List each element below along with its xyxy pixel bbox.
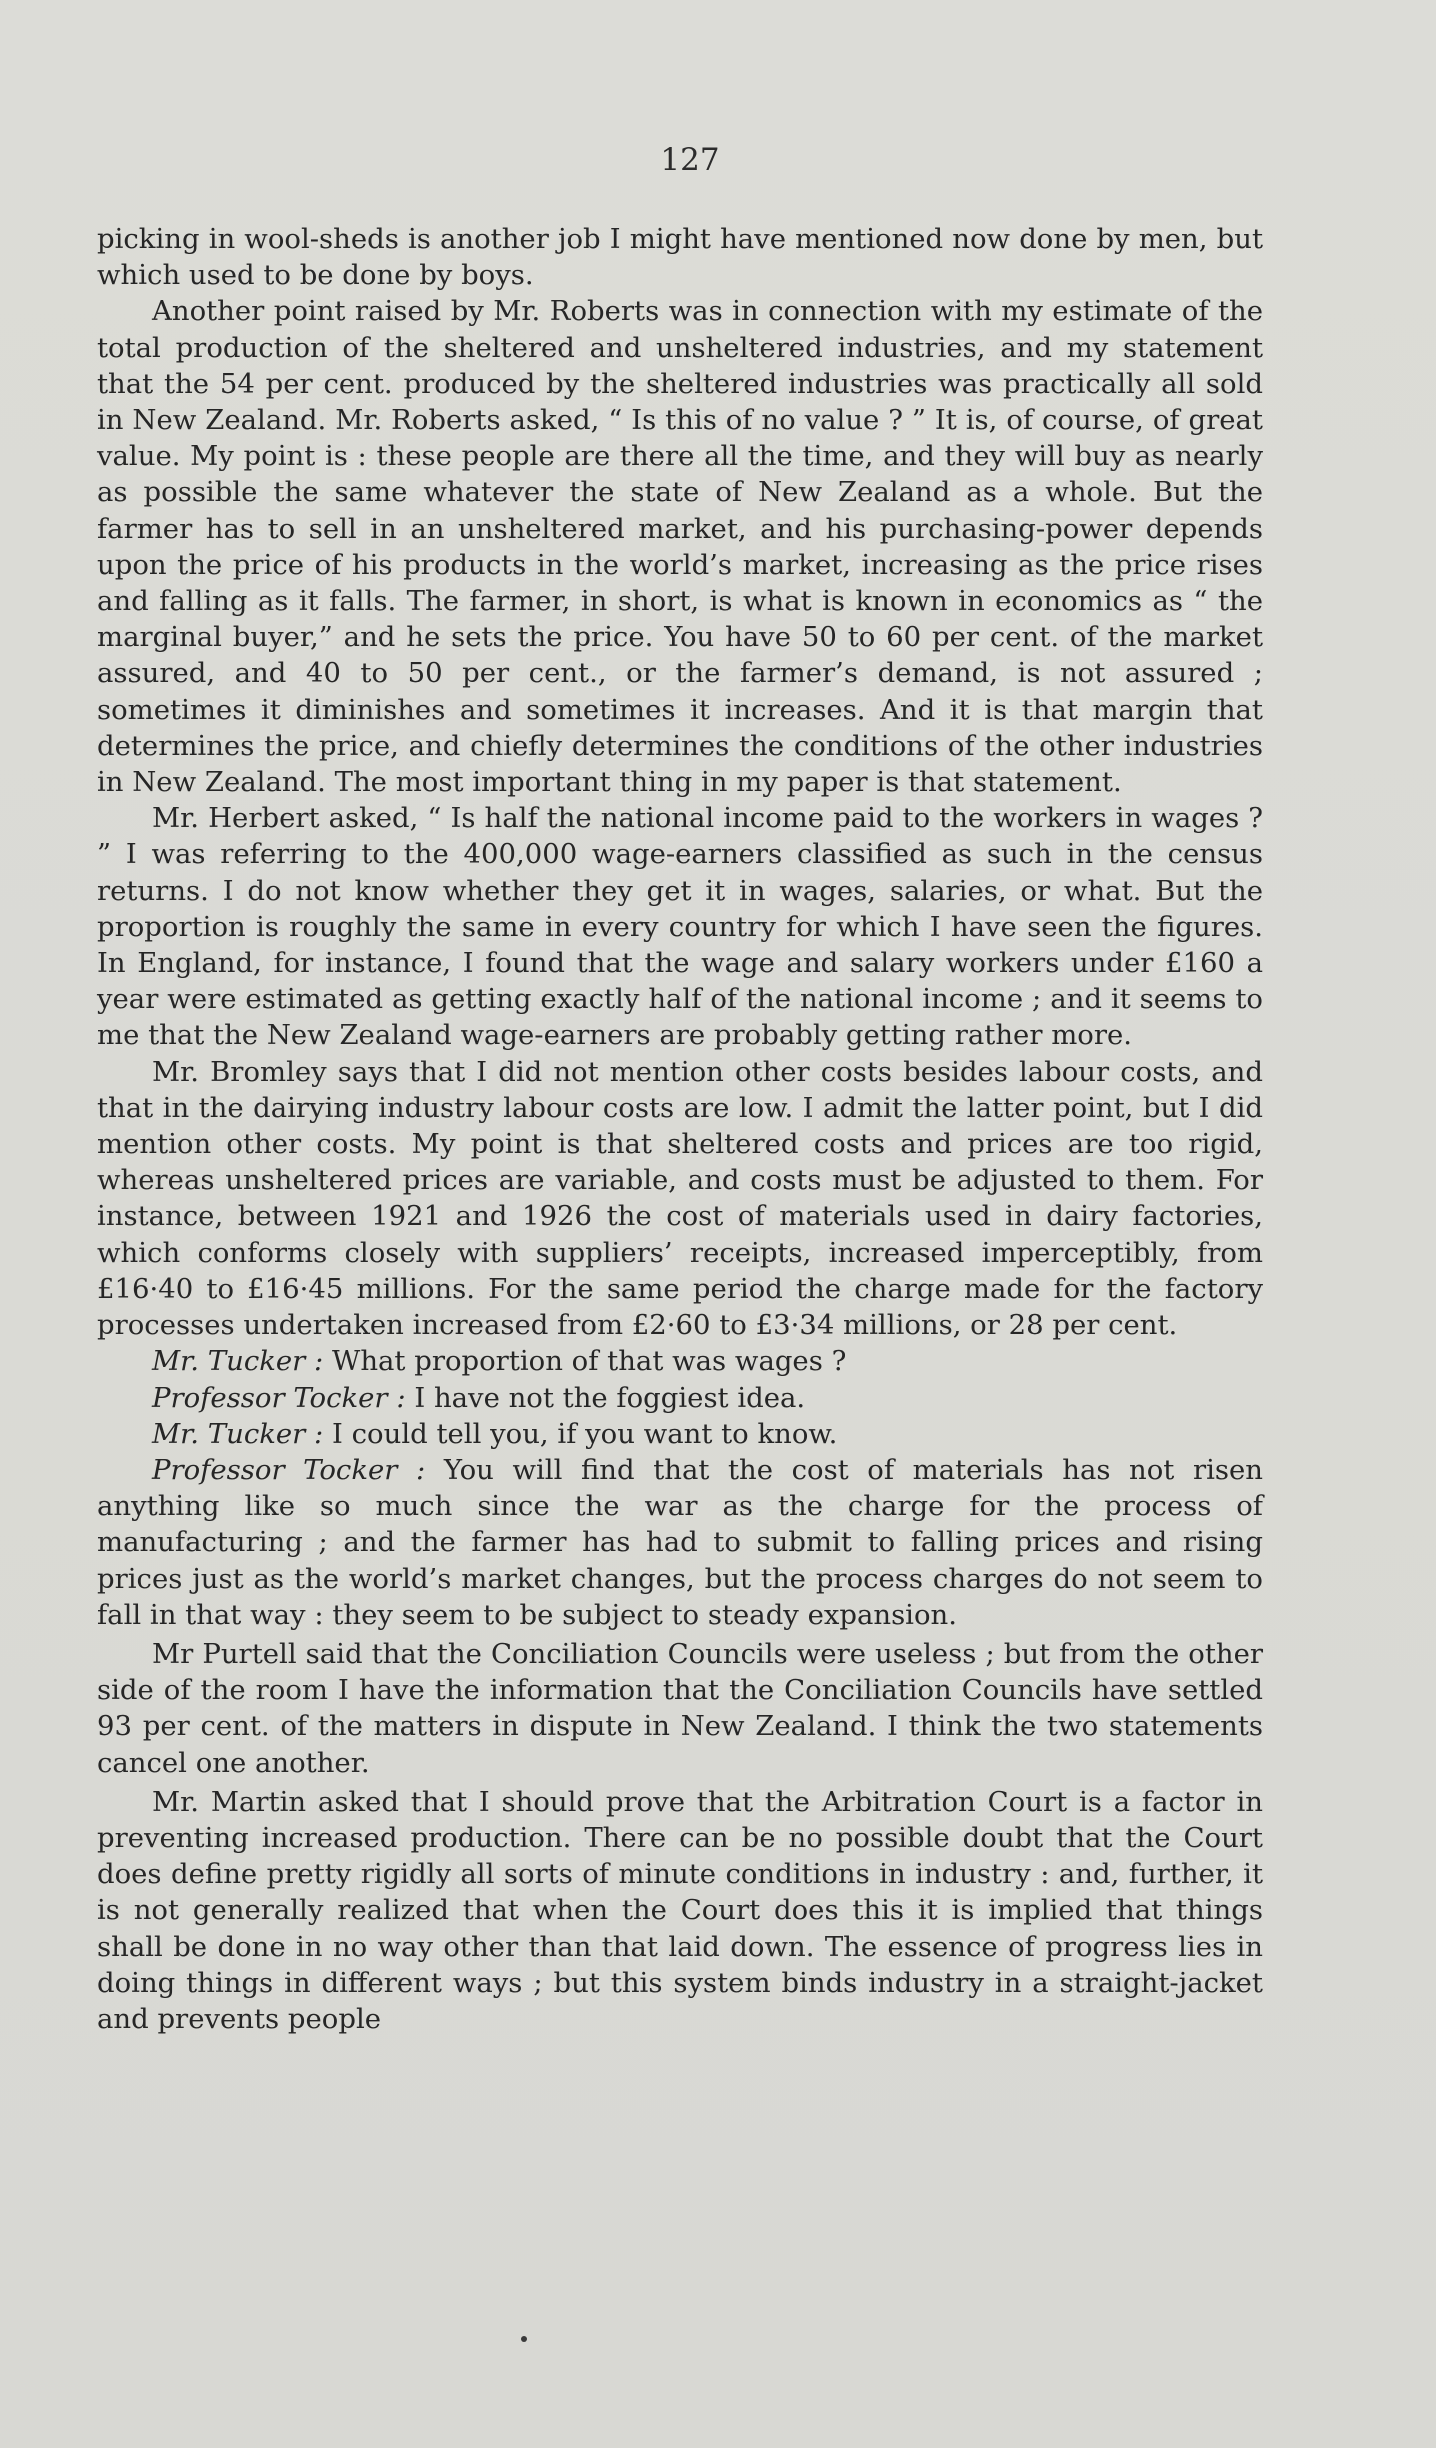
speaker-name: Professor Tocker : <box>152 1381 406 1414</box>
body-text <box>97 221 1263 2037</box>
paragraph <box>97 1380 1263 1416</box>
paragraph <box>97 800 1263 1053</box>
paragraph <box>97 221 1263 293</box>
paragraph-text: You will find that the cost of materials has not risen anything like so much since the war as the charge for the process of manufacturing ; and the farmer has had to submit to falling prices and rising prices just as the world’s market changes, but the process charges do not seem to fall in that way : they seem to be subject to steady expansion. <box>97 1453 1263 1631</box>
paragraph <box>97 1054 1263 1344</box>
paragraph <box>97 1343 1263 1379</box>
paragraph-text: picking in wool-sheds is another job I might have mentioned now done by men, but which used to be done by boys. <box>97 223 1263 292</box>
speaker-name: Mr. Tucker : <box>152 1417 324 1450</box>
paragraph-text: Mr. Herbert asked, “ Is half the national income paid to the workers in wages ? ” I was referring to the 400,000 wage-earners classified as such in the census returns. I do not know whether they get it in wages, salaries, or what. But the proportion is roughly the same in every country for which I have seen the figures. In England, for instance, I found that the wage and salary workers under £160 a year were estimated as getting exactly half of the national income ; and it seems to me that the New Zealand wage-earners are probably getting rather more. <box>97 802 1263 1052</box>
footer-mark <box>521 2336 527 2342</box>
speaker-name: Professor Tocker : <box>152 1453 426 1486</box>
paragraph-text: Mr. Martin asked that I should prove that the Arbitration Court is a factor in preventing increased production. There can be no possible doubt that the Court does define pretty rigidly all sorts of minute conditions in industry : and, further, it is not generally realized that when the Court does this it is implied that things shall be done in no way other than that laid down. The essence of progress lies in doing things in different ways ; but this system binds industry in a straight-jacket and prevents people <box>97 1785 1263 2035</box>
paragraph <box>97 1416 1263 1452</box>
paragraph <box>97 293 1263 800</box>
paragraph-text: I have not the foggiest idea. <box>405 1381 806 1414</box>
paragraph-text: What proportion of that was wages ? <box>323 1345 847 1378</box>
paragraph <box>97 1784 1263 2037</box>
page-number: 127 <box>660 142 720 178</box>
paragraph <box>97 1636 1263 1781</box>
paragraph-text: Mr. Bromley says that I did not mention other costs besides labour costs, and that in the dairying industry labour costs are low. I admit the latter point, but I did mention other costs. My point is that sheltered costs and prices are too rigid, whereas unsheltered prices are variable, and costs must be adjusted to them. For instance, between 1921 and 1926 the cost of materials used in dairy factories, which conforms closely with suppliers’ receipts, increased imperceptibly, from £16·40 to £16·45 millions. For the same period the charge made for the factory processes undertaken increased from £2·60 to £3·34 millions, or 28 per cent. <box>97 1055 1263 1342</box>
paragraph-text: I could tell you, if you want to know. <box>323 1417 838 1450</box>
paragraph <box>97 1452 1263 1633</box>
paragraph-text: Mr Purtell said that the Conciliation Councils were useless ; but from the other side of the room I have the information that the Conciliation Councils have settled 93 per cent. of the matters in dispute in New Zealand. I think the two statements cancel one another. <box>97 1637 1263 1779</box>
speaker-name: Mr. Tucker : <box>152 1345 324 1378</box>
paragraph-text: Another point raised by Mr. Roberts was in connection with my estimate of the total production of the sheltered and unsheltered industries, and my statement that the 54 per cent. produced by the sheltered industries was practically all sold in New Zealand. Mr. Roberts asked, “ Is this of no value ? ” It is, of course, of great value. My point is : these people are there all the time, and they will buy as nearly as possible the same whatever the state of New Zealand as a whole. But the farmer has to sell in an unsheltered market, and his purchasing-power depends upon the price of his products in the world’s market, increasing as the price rises and falling as it falls. The farmer, in short, is what is known in economics as “ the marginal buyer,” and he sets the price. You have 50 to 60 per cent. of the market assured, and 40 to 50 per cent., or the farmer’s demand, is not assured ; sometimes it diminishes and sometimes it increases. And it is that margin that determines the price, and chiefly determines the conditions of the other industries in New Zealand. The most important thing in my paper is that statement. <box>97 295 1263 799</box>
